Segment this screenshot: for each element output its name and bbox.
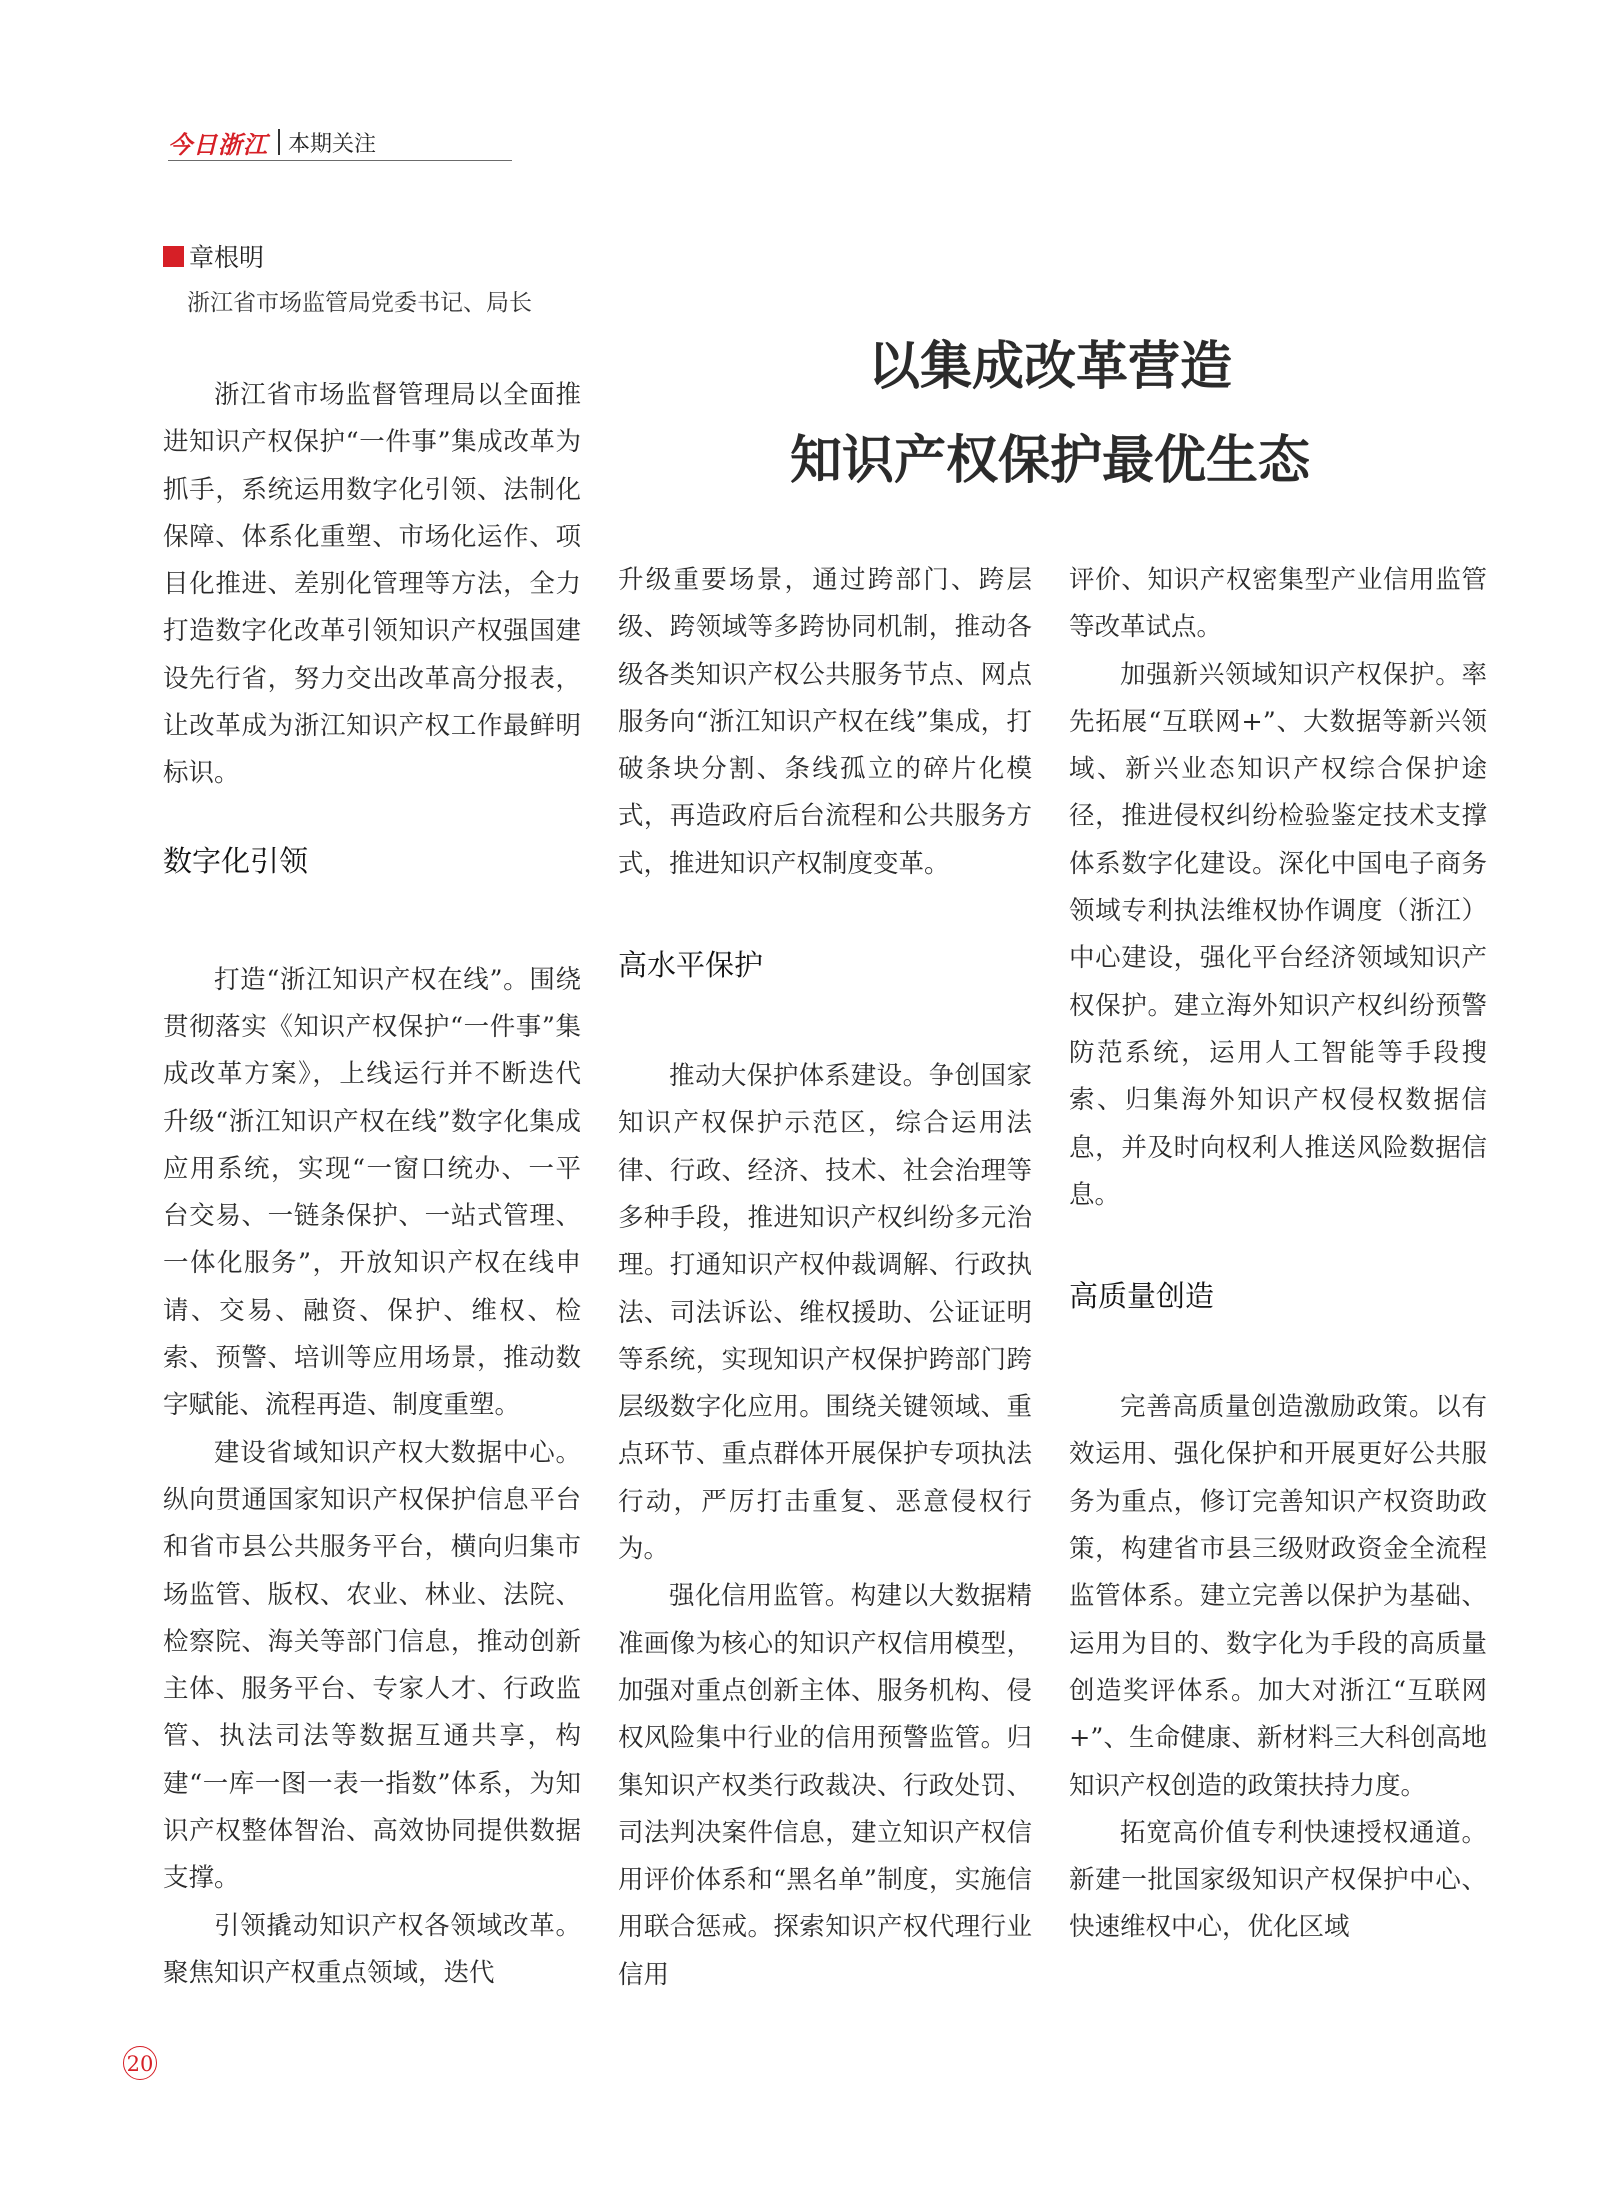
author-title: 浙江省市场监管局党委书记、局长 xyxy=(187,290,532,316)
text-column-3 xyxy=(1069,557,1487,1952)
article-title xyxy=(640,320,1460,508)
body-paragraph-continued: 评价、知识产权密集型产业信用监管等改革试点。 xyxy=(1069,565,1487,643)
section-heading-protection: 高水平保护 xyxy=(618,948,764,983)
author-byline xyxy=(163,238,264,274)
body-paragraph: 完善高质量创造激励政策。以有效运用、强化保护和开展更好公共服务为重点，修订完善知识产权资助政策，构建省市县三级财政资金全流程监管体系。建立完善以保护为基础、运用为目的、数字化为手段的高质量创造奖评体系。加大对浙江“互联网+”、生命健康、新材料三大科创高地知识产权创造的政策扶持力度。 xyxy=(1069,1392,1487,1801)
magazine-logo: 今日浙江 xyxy=(168,129,268,159)
column-name: 本期关注 xyxy=(288,131,377,157)
intro-paragraph: 浙江省市场监督管理局以全面推进知识产权保护“一件事”集成改革为抓手，系统运用数字化引领、法制化保障、体系化重塑、市场化运作、项目化推进、差别化管理等方法，全力打造数字化改革引领知识产权强国建设先行省，努力交出改革高分报表，让改革成为浙江知识产权工作最鲜明标识。 xyxy=(163,380,581,789)
body-paragraph: 强化信用监管。构建以大数据精准画像为核心的知识产权信用模型，加强对重点创新主体、服务机构、侵权风险集中行业的信用预警监管。归集知识产权类行政裁决、行政处罚、司法判决案件信息，建立知识产权信用评价体系和“黑名单”制度，实施信用联合惩戒。探索知识产权代理行业信用 xyxy=(618,1581,1032,1990)
text-column-1 xyxy=(163,372,581,1997)
body-paragraph-continued: 升级重要场景，通过跨部门、跨层级、跨领域等多跨协同机制，推动各级各类知识产权公共服务节点、网点服务向“浙江知识产权在线”集成，打破条块分割、条线孤立的碎片化模式，再造政府后台流程和公共服务方式，推进知识产权制度变革。 xyxy=(618,565,1032,879)
page-number: 20 xyxy=(123,2046,157,2080)
article-title-line-2: 知识产权保护最优生态 xyxy=(789,430,1310,491)
text-column-2 xyxy=(618,557,1032,1999)
section-heading-digital: 数字化引领 xyxy=(163,843,309,878)
header-divider xyxy=(278,129,280,155)
section-heading-creation: 高质量创造 xyxy=(1069,1279,1215,1314)
body-paragraph: 加强新兴领域知识产权保护。率先拓展“互联网+”、大数据等新兴领域、新兴业态知识产权综合保护途径，推进侵权纠纷检验鉴定技术支撑体系数字化建设。深化中国电子商务领域专利执法维权协作调度（浙江）中心建设，强化平台经济领域知识产权保护。建立海外知识产权纠纷预警防范系统，运用人工智能等手段搜索、归集海外知识产权侵权数据信息，并及时向权利人推送风险数据信息。 xyxy=(1069,659,1487,1210)
article-title-line-1: 以集成改革营造 xyxy=(867,336,1232,397)
body-paragraph: 推动大保护体系建设。争创国家知识产权保护示范区，综合运用法律、行政、经济、技术、社会治理等多种手段，推进知识产权纠纷多元治理。打通知识产权仲裁调解、行政执法、司法诉讼、维权援助、公证证明等系统，实现知识产权保护跨部门跨层级数字化应用。围绕关键领域、重点环节、重点群体开展保护专项执法行动，严厉打击重复、恶意侵权行为。 xyxy=(618,1061,1032,1565)
body-paragraph: 建设省域知识产权大数据中心。纵向贯通国家知识产权保护信息平台和省市县公共服务平台，横向归集市场监管、版权、农业、林业、法院、检察院、海关等部门信息，推动创新主体、服务平台、专家人才、行政监管、执法司法等数据互通共享，构建“一库一图一表一指数”体系，为知识产权整体智治、高效协同提供数据支撑。 xyxy=(163,1437,581,1894)
body-paragraph: 打造“浙江知识产权在线”。围绕贯彻落实《知识产权保护“一件事”集成改革方案》，上线运行并不断迭代升级“浙江知识产权在线”数字化集成应用系统，实现“一窗口统办、一平台交易、一链条保护、一站式管理、一体化服务”，开放知识产权在线申请、交易、融资、保护、维权、检索、预警、培训等应用场景，推动数字赋能、流程再造、制度重塑。 xyxy=(163,964,581,1421)
body-paragraph: 拓宽高价值专利快速授权通道。新建一批国家级知识产权保护中心、快速维权中心，优化区域 xyxy=(1069,1817,1487,1943)
author-name: 章根明 xyxy=(189,243,265,272)
masthead xyxy=(168,124,512,161)
body-paragraph: 引领撬动知识产权各领域改革。聚焦知识产权重点领域，迭代 xyxy=(163,1910,581,1988)
red-square-icon xyxy=(163,246,184,267)
